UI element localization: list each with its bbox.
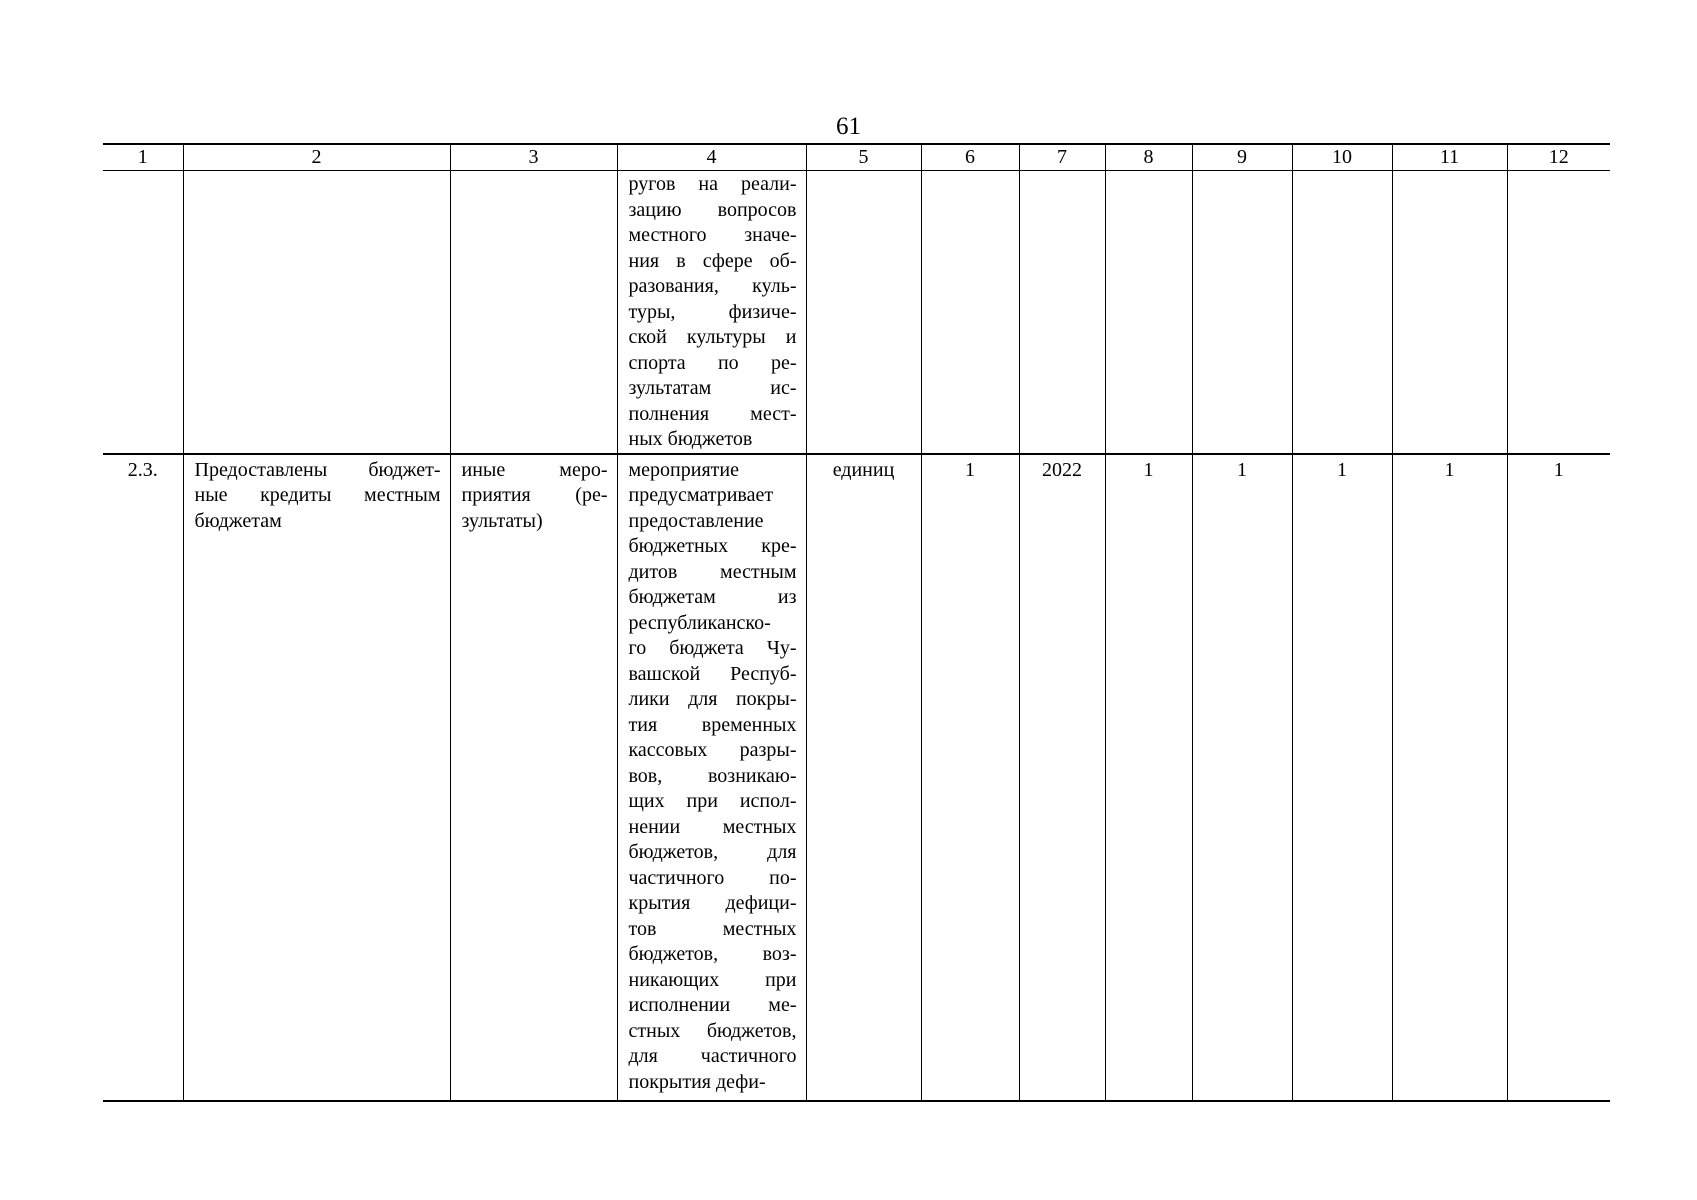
value-col-10: 1 — [1292, 454, 1392, 1101]
text-line: спорта по ре- — [628, 351, 797, 374]
col-header-6: 6 — [921, 144, 1019, 171]
text-line: полнения мест- — [628, 402, 797, 425]
value-col-11: 1 — [1392, 454, 1507, 1101]
col-header-2: 2 — [183, 144, 450, 171]
page-number-text: 61 — [836, 113, 861, 140]
text-line: предусматривает — [628, 484, 774, 506]
text-line: щих при испол- — [628, 790, 797, 812]
table-row-2-3 — [103, 454, 1610, 1101]
text-line: мероприятие — [628, 458, 739, 481]
col-header-5: 5 — [806, 144, 921, 171]
col-header-1: 1 — [103, 144, 183, 171]
text-line: бюджетов, для — [628, 841, 797, 863]
text-line: стных бюджетов, — [628, 1019, 797, 1042]
cont-description — [617, 171, 806, 454]
text-line: предоставление — [628, 509, 764, 532]
text-line: ные кредиты местным — [194, 484, 441, 506]
text-line: частичного по- — [628, 866, 797, 889]
text-line: тов местных — [628, 917, 797, 940]
text-line: ния в сфере об- — [628, 249, 797, 272]
page-number — [0, 112, 1697, 142]
text-line: тия временных — [628, 713, 797, 736]
value-col-9: 1 — [1192, 454, 1292, 1101]
col-header-7: 7 — [1019, 144, 1105, 171]
event-description — [617, 454, 806, 1101]
event-type — [450, 454, 617, 1101]
continuation-row — [103, 171, 1610, 454]
text-line: вов, возникаю- — [628, 764, 797, 787]
cont-cell-11 — [1392, 171, 1507, 454]
row-number: 2.3. — [103, 454, 183, 1101]
value-col-6: 1 — [921, 454, 1019, 1101]
text-line: никающих при — [628, 968, 797, 991]
text-line: нении местных — [628, 815, 797, 838]
text-line: бюджетам — [194, 509, 282, 532]
value-col-8: 1 — [1105, 454, 1192, 1101]
text-line: зультатам ис- — [628, 377, 797, 399]
text-line: ругов на реали- — [628, 173, 797, 195]
program-table — [103, 143, 1610, 1102]
event-name — [183, 454, 450, 1101]
cont-cell-9 — [1192, 171, 1292, 454]
text-line: исполнении ме- — [628, 994, 797, 1016]
text-line: ской культуры и — [628, 326, 797, 348]
text-line: крытия дефици- — [628, 892, 797, 914]
text-line: дитов местным — [628, 560, 797, 583]
cont-cell-10 — [1292, 171, 1392, 454]
text-line: бюджетных кре- — [628, 535, 797, 557]
text-line: ных бюджетов — [628, 428, 753, 450]
text-line: туры, физиче- — [628, 300, 797, 323]
year-col-7: 2022 — [1019, 454, 1105, 1101]
value-col-12: 1 — [1507, 454, 1610, 1101]
unit-cell: единиц — [806, 454, 921, 1101]
cont-cell-2 — [183, 171, 450, 454]
text-line: разования, куль- — [628, 275, 797, 297]
text-line: для частичного — [628, 1045, 797, 1067]
header-row — [103, 144, 1610, 171]
cont-cell-3 — [450, 171, 617, 454]
cont-cell-6 — [921, 171, 1019, 454]
col-header-12: 12 — [1507, 144, 1610, 171]
cont-cell-1 — [103, 171, 183, 454]
col-header-11: 11 — [1392, 144, 1507, 171]
col-header-10: 10 — [1292, 144, 1392, 171]
text-line: местного значе- — [628, 224, 797, 246]
text-line: бюджетов, воз- — [628, 943, 797, 965]
cont-cell-7 — [1019, 171, 1105, 454]
text-line: зультаты) — [461, 509, 543, 532]
text-line: лики для покры- — [628, 688, 797, 710]
text-line: приятия (ре- — [461, 484, 608, 506]
text-line: бюджетам из — [628, 586, 797, 608]
text-line: Предоставлены бюджет- — [194, 458, 441, 481]
text-line: го бюджета Чу- — [628, 637, 797, 659]
col-header-8: 8 — [1105, 144, 1192, 171]
text-line: вашской Респуб- — [628, 662, 797, 685]
cont-cell-5 — [806, 171, 921, 454]
col-header-4: 4 — [617, 144, 806, 171]
cont-cell-8 — [1105, 171, 1192, 454]
cont-cell-12 — [1507, 171, 1610, 454]
text-line: покрытия дефи- — [628, 1070, 766, 1093]
text-line: зацию вопросов — [628, 198, 797, 221]
col-header-3: 3 — [450, 144, 617, 171]
col-header-9: 9 — [1192, 144, 1292, 171]
text-line: республиканско- — [628, 611, 771, 634]
text-line: кассовых разры- — [628, 739, 797, 761]
text-line: иные меро- — [461, 458, 608, 481]
